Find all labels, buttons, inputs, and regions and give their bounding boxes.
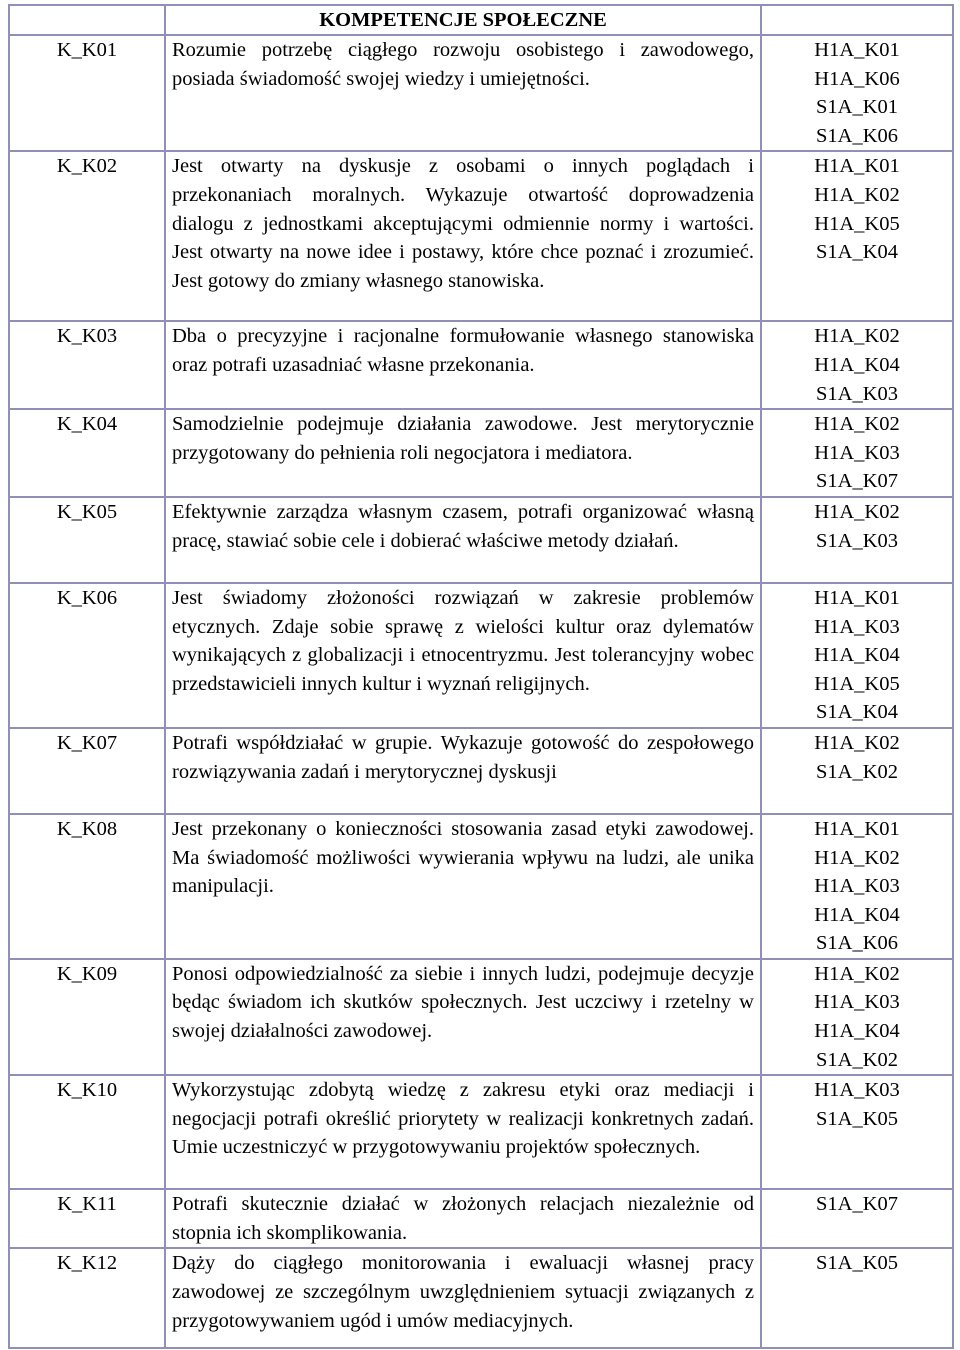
reference-code: S1A_K03 (815, 382, 898, 405)
reference-code: H1A_K01 (814, 817, 900, 840)
table-row (9, 151, 953, 321)
table-row (9, 1189, 953, 1248)
reference-code: H1A_K04 (814, 903, 900, 926)
table-body (9, 35, 953, 1348)
reference-code: H1A_K02 (814, 962, 900, 985)
header-blank-left (9, 5, 165, 35)
reference-code: H1A_K02 (814, 500, 900, 523)
table-row (9, 35, 953, 151)
table-row (9, 583, 953, 728)
reference-codes (761, 321, 953, 409)
reference-codes (761, 1075, 953, 1189)
table-row (9, 814, 953, 959)
competency-code: K_K05 (9, 497, 165, 583)
competencies-table (8, 4, 954, 1349)
reference-code: H1A_K03 (814, 991, 900, 1014)
competency-description: Rozumie potrzebę ciągłego rozwoju osobistego i zawodowego, posiada świadomość swojej wiedzy i umiejętności. (165, 35, 761, 151)
competency-description: Wykorzystując zdobytą wiedzę z zakresu etyki oraz mediacji i negocjacji potrafi określić priorytety w realizacji konkretnych zadań. Umie uczestniczyć w przygotowywaniu projektów społecznych. (165, 1075, 761, 1189)
reference-codes (761, 728, 953, 814)
competency-code: K_K01 (9, 35, 165, 151)
reference-code: H1A_K02 (814, 325, 900, 348)
reference-codes (761, 35, 953, 151)
header-blank-right (761, 5, 953, 35)
reference-code: H1A_K02 (814, 846, 900, 869)
reference-codes (761, 409, 953, 497)
competency-description: Ponosi odpowiedzialność za siebie i innych ludzi, podejmuje decyzje będąc świadom ich skutków społecznych. Jest uczciwy i rzetelny w swojej działalności zawodowej. (165, 959, 761, 1075)
table-row (9, 321, 953, 409)
reference-code: H1A_K02 (814, 731, 900, 754)
table-row (9, 728, 953, 814)
competency-description: Jest świadomy złożoności rozwiązań w zakresie problemów etycznych. Zdaje sobie sprawę z wielości kultur oraz dylematów wynikających z globalizacji i etnocentryzmu. Jest tolerancyjny wobec przedstawicieli innych kultur i wyznań religijnych. (165, 583, 761, 728)
competency-code: K_K06 (9, 583, 165, 728)
reference-code: H1A_K04 (814, 644, 900, 667)
reference-code: H1A_K03 (814, 441, 900, 464)
competency-code: K_K07 (9, 728, 165, 814)
reference-code: H1A_K02 (814, 183, 900, 206)
table-row (9, 1075, 953, 1189)
competency-description: Efektywnie zarządza własnym czasem, potrafi organizować własną pracę, stawiać sobie cele i dobierać właściwe metody działań. (165, 497, 761, 583)
table-header-row (9, 5, 953, 35)
reference-code: H1A_K03 (814, 1079, 900, 1102)
reference-code: H1A_K05 (814, 212, 900, 235)
reference-codes (761, 497, 953, 583)
table-row (9, 959, 953, 1075)
competency-code: K_K08 (9, 814, 165, 959)
table-row (9, 1248, 953, 1348)
reference-code: S1A_K07 (815, 1193, 898, 1216)
reference-code: H1A_K03 (814, 615, 900, 638)
competency-description: Potrafi skutecznie działać w złożonych relacjach niezależnie od stopnia ich skomplikowania. (165, 1189, 761, 1248)
reference-codes (761, 1189, 953, 1248)
competency-code: K_K11 (9, 1189, 165, 1248)
reference-code: S1A_K07 (815, 470, 898, 493)
reference-codes (761, 583, 953, 728)
reference-code: H1A_K05 (814, 672, 900, 695)
competency-code: K_K03 (9, 321, 165, 409)
reference-code: S1A_K03 (815, 529, 898, 552)
reference-code: H1A_K06 (814, 67, 900, 90)
reference-code: H1A_K01 (814, 155, 900, 178)
reference-code: S1A_K02 (815, 1048, 898, 1071)
competency-code: K_K02 (9, 151, 165, 321)
reference-code: H1A_K03 (814, 875, 900, 898)
competency-code: K_K09 (9, 959, 165, 1075)
reference-codes (761, 814, 953, 959)
reference-code: H1A_K02 (814, 413, 900, 436)
competency-code: K_K12 (9, 1248, 165, 1348)
competency-description: Potrafi współdziałać w grupie. Wykazuje gotowość do zespołowego rozwiązywania zadań i merytorycznej dyskusji (165, 728, 761, 814)
competency-description: Dąży do ciągłego monitorowania i ewaluacji własnej pracy zawodowej ze szczególnym uwzględnieniem sytuacji związanych z przygotowywaniem ugód i umów mediacyjnych. (165, 1248, 761, 1348)
reference-code: S1A_K04 (815, 701, 898, 724)
reference-code: S1A_K01 (815, 96, 898, 119)
competency-code: K_K10 (9, 1075, 165, 1189)
table-row (9, 497, 953, 583)
reference-code: H1A_K01 (814, 39, 900, 61)
reference-code: S1A_K02 (815, 760, 898, 783)
competency-description: Samodzielnie podejmuje działania zawodowe. Jest merytorycznie przygotowany do pełnienia roli negocjatora i mediatora. (165, 409, 761, 497)
reference-codes (761, 151, 953, 321)
reference-code: H1A_K04 (814, 1020, 900, 1043)
competency-description: Jest otwarty na dyskusje z osobami o innych poglądach i przekonaniach moralnych. Wykazuje otwartość doprowadzenia dialogu z jednostkami akceptującymi odmiennie normy i wartości. Jest otwarty na nowe idee i postawy, które chce poznać i zrozumieć. Jest gotowy do zmiany własnego stanowiska. (165, 151, 761, 321)
reference-code: S1A_K05 (815, 1252, 898, 1275)
competency-code: K_K04 (9, 409, 165, 497)
reference-code: S1A_K04 (815, 241, 898, 264)
reference-code: S1A_K06 (815, 932, 898, 955)
reference-code: H1A_K01 (814, 586, 900, 609)
reference-codes (761, 1248, 953, 1348)
reference-code: S1A_K06 (815, 124, 898, 147)
competency-description: Jest przekonany o konieczności stosowania zasad etyki zawodowej. Ma świadomość możliwości wywierania wpływu na ludzi, ale unika manipulacji. (165, 814, 761, 959)
section-title: KOMPETENCJE SPOŁECZNE (165, 5, 761, 35)
reference-codes (761, 959, 953, 1075)
reference-code: S1A_K05 (815, 1107, 898, 1130)
table-row (9, 409, 953, 497)
reference-code: H1A_K04 (814, 353, 900, 376)
competency-description: Dba o precyzyjne i racjonalne formułowanie własnego stanowiska oraz potrafi uzasadniać własne przekonania. (165, 321, 761, 409)
